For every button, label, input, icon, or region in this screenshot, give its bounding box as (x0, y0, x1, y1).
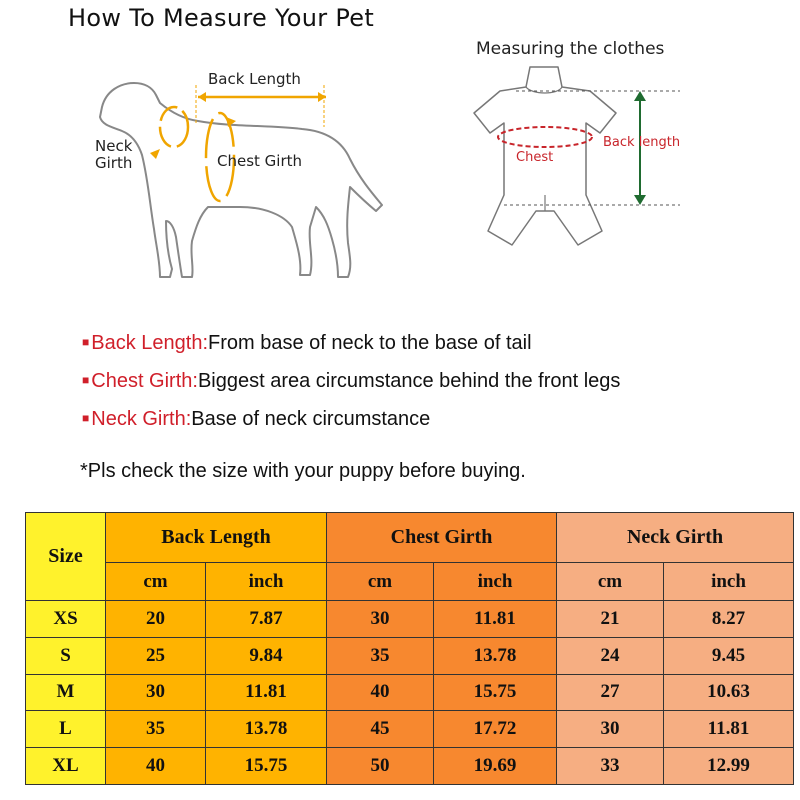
table-cell: 21 (557, 601, 664, 638)
bullet-icon: ■ (82, 335, 90, 349)
table-cell: 11.81 (664, 711, 794, 748)
neck-arrow-head (150, 149, 160, 159)
bullet-icon: ■ (82, 373, 90, 387)
definition-neck-girth (82, 402, 620, 440)
size-cell: S (26, 637, 106, 674)
back-length-label: Back Length (208, 70, 301, 88)
definition-desc: Base of neck circumstance (191, 408, 431, 430)
unit-header: cm (106, 563, 206, 601)
definition-term: Chest Girth: (91, 370, 198, 392)
table-row (26, 637, 794, 674)
unit-header: cm (327, 563, 434, 601)
chest-girth-label: Chest Girth (217, 152, 303, 170)
size-header: Size (26, 513, 106, 601)
back-arrow-bottom (634, 195, 646, 205)
table-cell: 50 (327, 748, 434, 785)
size-chart-table (25, 512, 794, 785)
table-row (26, 748, 794, 785)
table-cell: 27 (557, 674, 664, 711)
back-arrow-head-right (318, 92, 326, 102)
clothes-title: Measuring the clothes (476, 39, 665, 59)
table-cell: 19.69 (434, 748, 557, 785)
table-cell: 9.84 (206, 637, 327, 674)
table-cell: 30 (327, 601, 434, 638)
table-cell: 30 (557, 711, 664, 748)
size-cell: XL (26, 748, 106, 785)
size-cell: M (26, 674, 106, 711)
back-length-header: Back Length (106, 513, 327, 563)
table-unit-header-row (26, 563, 794, 601)
table-cell: 20 (106, 601, 206, 638)
definition-desc: Biggest area circumstance behind the front legs (197, 370, 621, 392)
table-cell: 33 (557, 748, 664, 785)
table-cell: 17.72 (434, 711, 557, 748)
unit-header: inch (664, 563, 794, 601)
definition-desc: From base of neck to the base of tail (208, 332, 532, 354)
size-cell: XS (26, 601, 106, 638)
table-cell: 30 (106, 674, 206, 711)
measurement-definitions (82, 326, 620, 440)
chest-measure-loop (498, 127, 592, 147)
table-cell: 7.87 (206, 601, 327, 638)
neck-girth-header: Neck Girth (557, 513, 794, 563)
dog-outline (100, 83, 382, 277)
table-cell: 11.81 (434, 601, 557, 638)
table-cell: 15.75 (434, 674, 557, 711)
unit-header: inch (434, 563, 557, 601)
table-cell: 13.78 (434, 637, 557, 674)
table-row (26, 711, 794, 748)
table-cell: 12.99 (664, 748, 794, 785)
table-cell: 15.75 (206, 748, 327, 785)
table-cell: 9.45 (664, 637, 794, 674)
back-arrow-top (634, 91, 646, 101)
table-cell: 35 (327, 637, 434, 674)
table-cell: 25 (106, 637, 206, 674)
chest-girth-header: Chest Girth (327, 513, 557, 563)
table-cell: 13.78 (206, 711, 327, 748)
table-row (26, 601, 794, 638)
table-cell: 10.63 (664, 674, 794, 711)
table-cell: 40 (106, 748, 206, 785)
definition-chest-girth (82, 364, 620, 402)
definition-back-length (82, 326, 620, 364)
unit-header: inch (206, 563, 327, 601)
table-cell: 8.27 (664, 601, 794, 638)
definition-term: Neck Girth: (91, 408, 192, 430)
table-cell: 11.81 (206, 674, 327, 711)
back-arrow-head-left (198, 92, 206, 102)
clothes-back-label: Back length (603, 135, 681, 150)
size-check-note: *Pls check the size with your puppy before buying. (80, 460, 526, 482)
table-group-header-row (26, 513, 794, 563)
definition-term: Back Length: (91, 332, 208, 354)
neck-girth-label: Neck Girth (95, 137, 133, 172)
collar-line (526, 87, 562, 93)
unit-header: cm (557, 563, 664, 601)
bullet-icon: ■ (82, 411, 90, 425)
table-cell: 40 (327, 674, 434, 711)
clothes-chest-label: Chest (516, 150, 554, 165)
size-cell: L (26, 711, 106, 748)
table-cell: 45 (327, 711, 434, 748)
table-cell: 24 (557, 637, 664, 674)
table-row (26, 674, 794, 711)
page-title: How To Measure Your Pet (68, 4, 375, 32)
table-cell: 35 (106, 711, 206, 748)
